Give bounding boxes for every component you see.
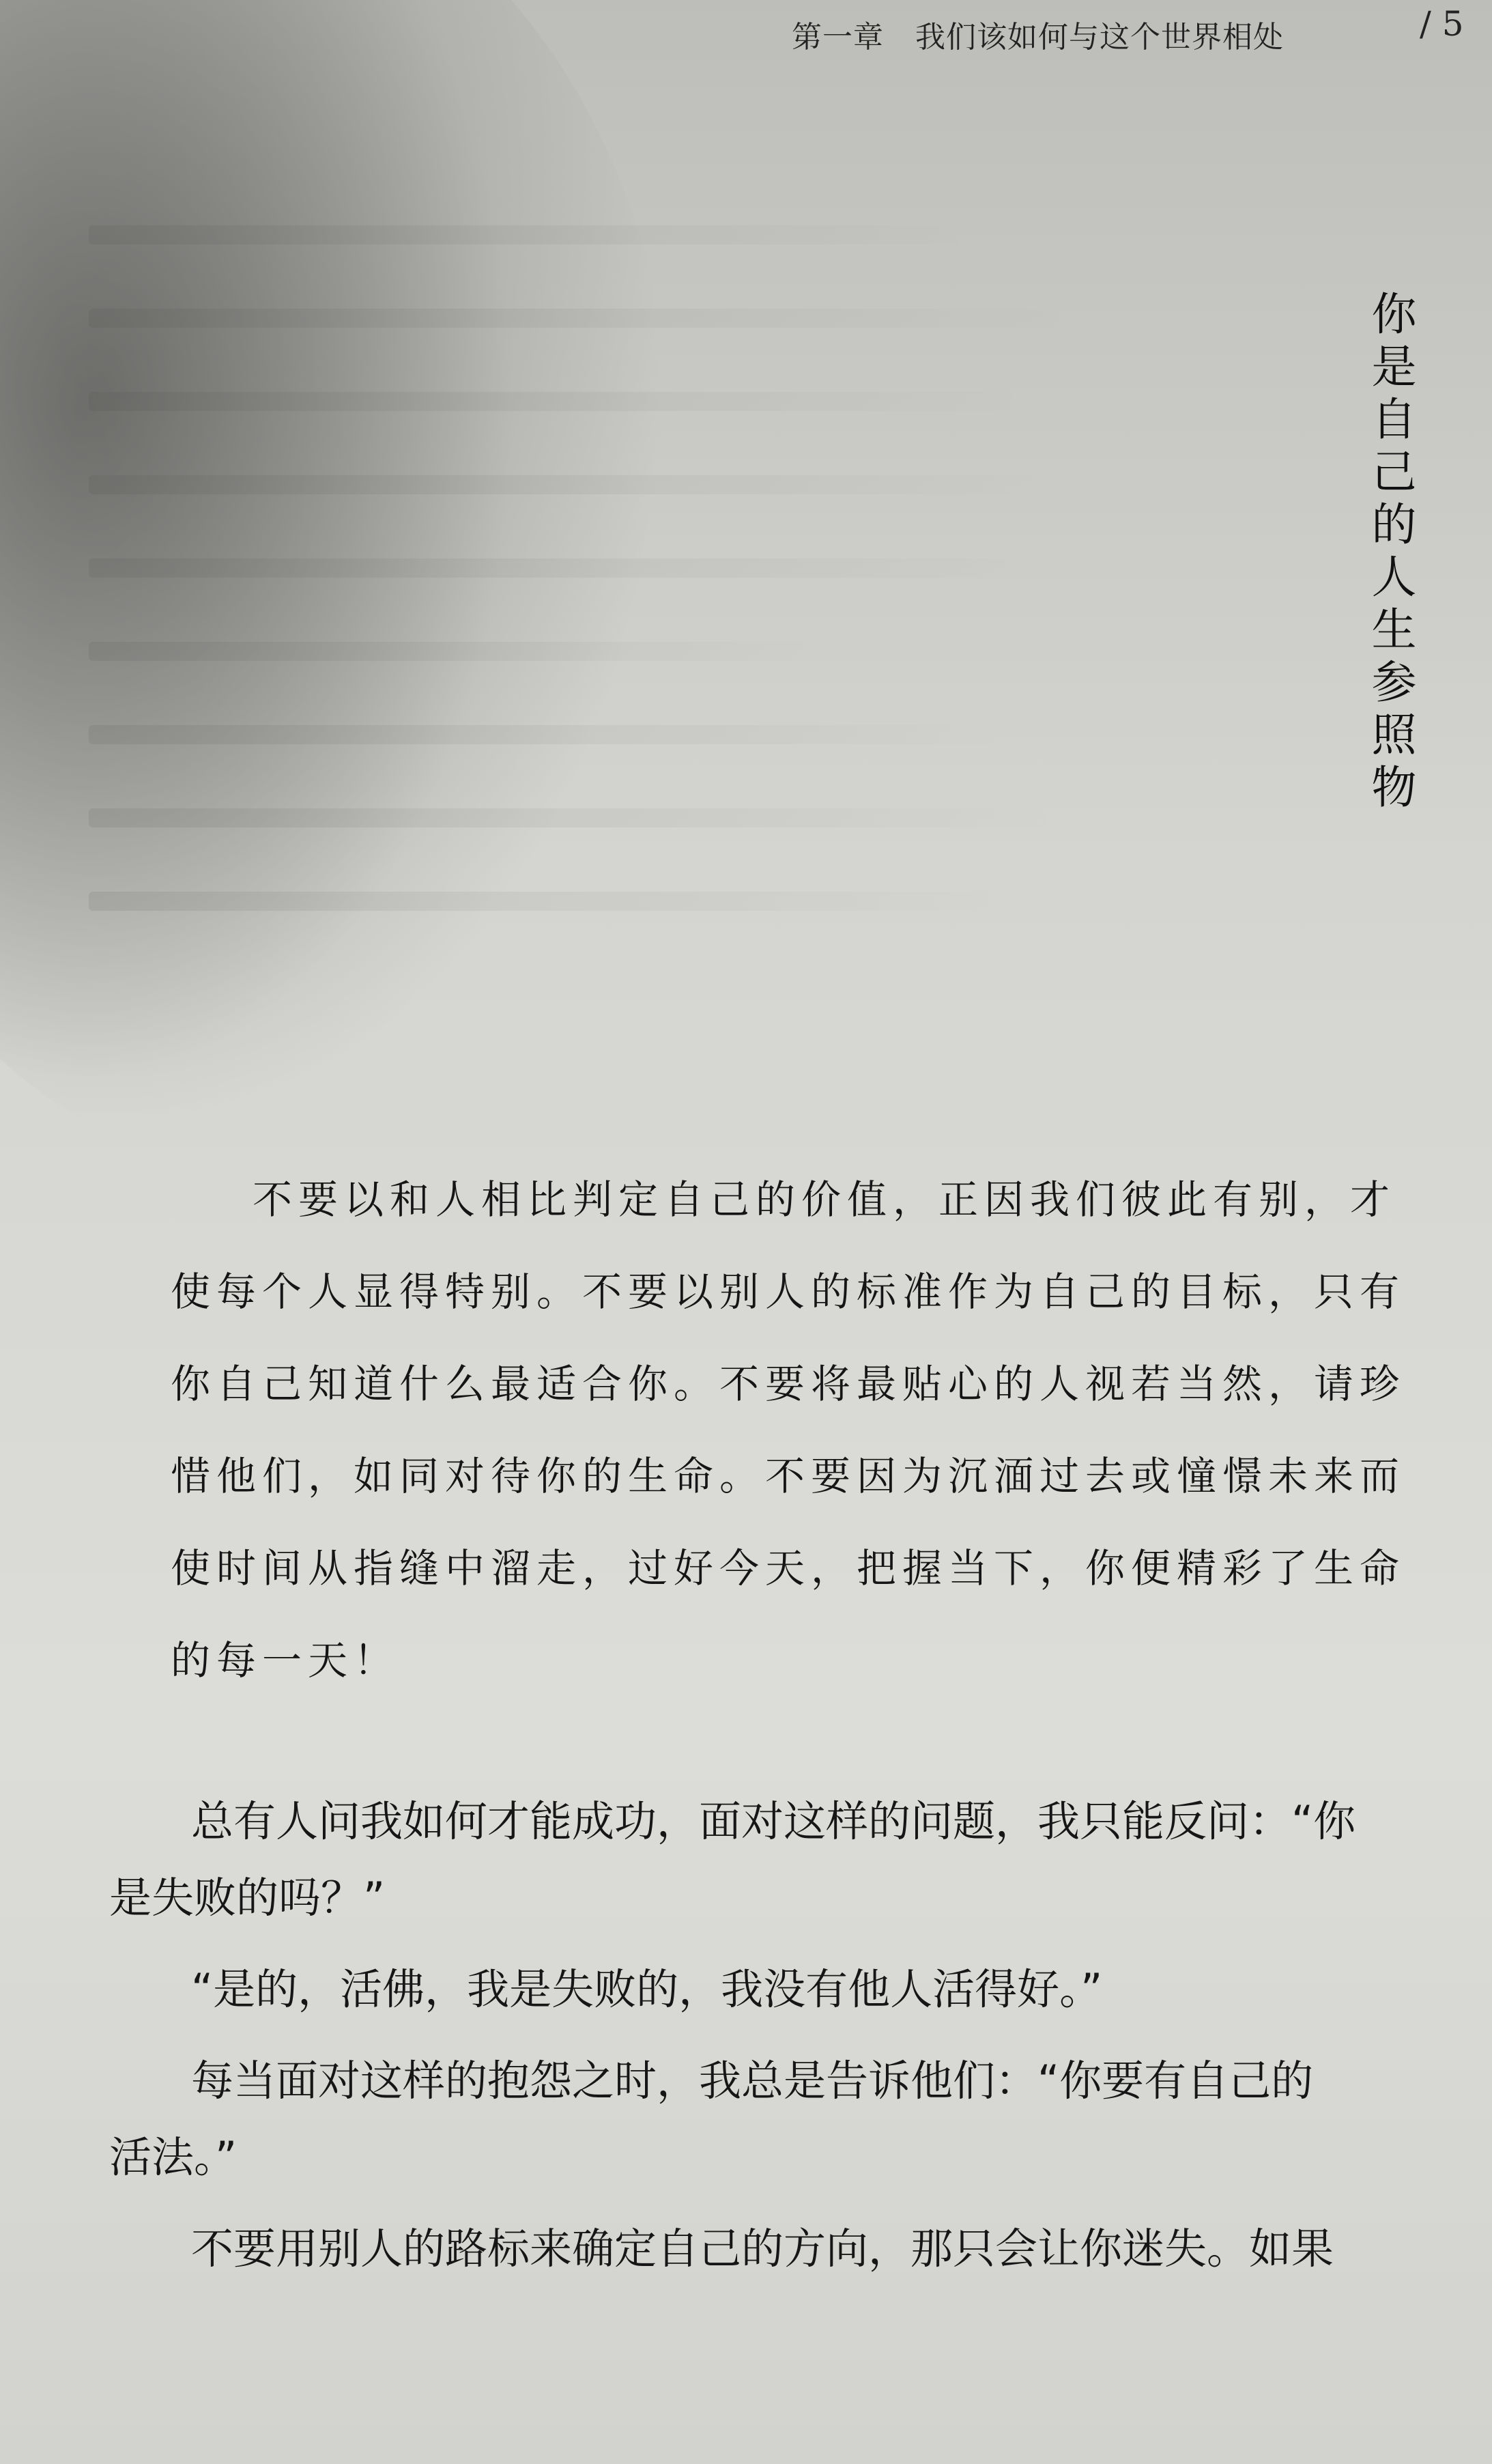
section-line: “是的，活佛，我是失败的，我没有他人活得好。” <box>191 1964 1103 2014</box>
paragraph-line: 使每个人显得特别。不要以别人的标准作为自己的目标，只有 <box>171 1269 1406 1315</box>
show-through-text <box>89 225 1113 1181</box>
section-line: 总有人问我如何才能成功，面对这样的问题，我只能反问：“你 <box>191 1796 1356 1846</box>
running-head <box>792 12 1284 56</box>
page-number: / 5 <box>1420 4 1464 44</box>
paragraph-line: 你自己知道什么最适合你。不要将最贴心的人视若当然，请珍 <box>171 1361 1406 1407</box>
section-line: 每当面对这样的抱怨之时，我总是告诉他们：“你要有自己的 <box>191 2056 1314 2106</box>
section-line: 活法。” <box>109 2132 238 2182</box>
chapter-label: 第一章 <box>792 20 884 55</box>
section-title: 你是自己的人生参照物 <box>1364 290 1416 816</box>
paragraph-line: 使时间从指缝中溜走，过好今天，把握当下，你便精彩了生命 <box>171 1545 1406 1591</box>
paragraph-line: 惜他们，如同对待你的生命。不要因为沉湎过去或憧憬未来而 <box>171 1453 1406 1499</box>
paragraph-1 <box>171 1154 1426 1707</box>
paragraph-line: 不要以和人相比判定自己的价值，正因我们彼此有别，才 <box>253 1176 1396 1223</box>
section-line: 是失败的吗？” <box>109 1873 386 1923</box>
section-2 <box>109 1783 1447 2287</box>
paragraph-line: 的每一天！ <box>171 1637 400 1684</box>
section-line: 不要用别人的路标来确定自己的方向，那只会让你迷失。如果 <box>191 2224 1334 2274</box>
hand-shadow <box>0 0 683 1161</box>
chapter-title: 我们该如何与这个世界相处 <box>915 20 1284 55</box>
